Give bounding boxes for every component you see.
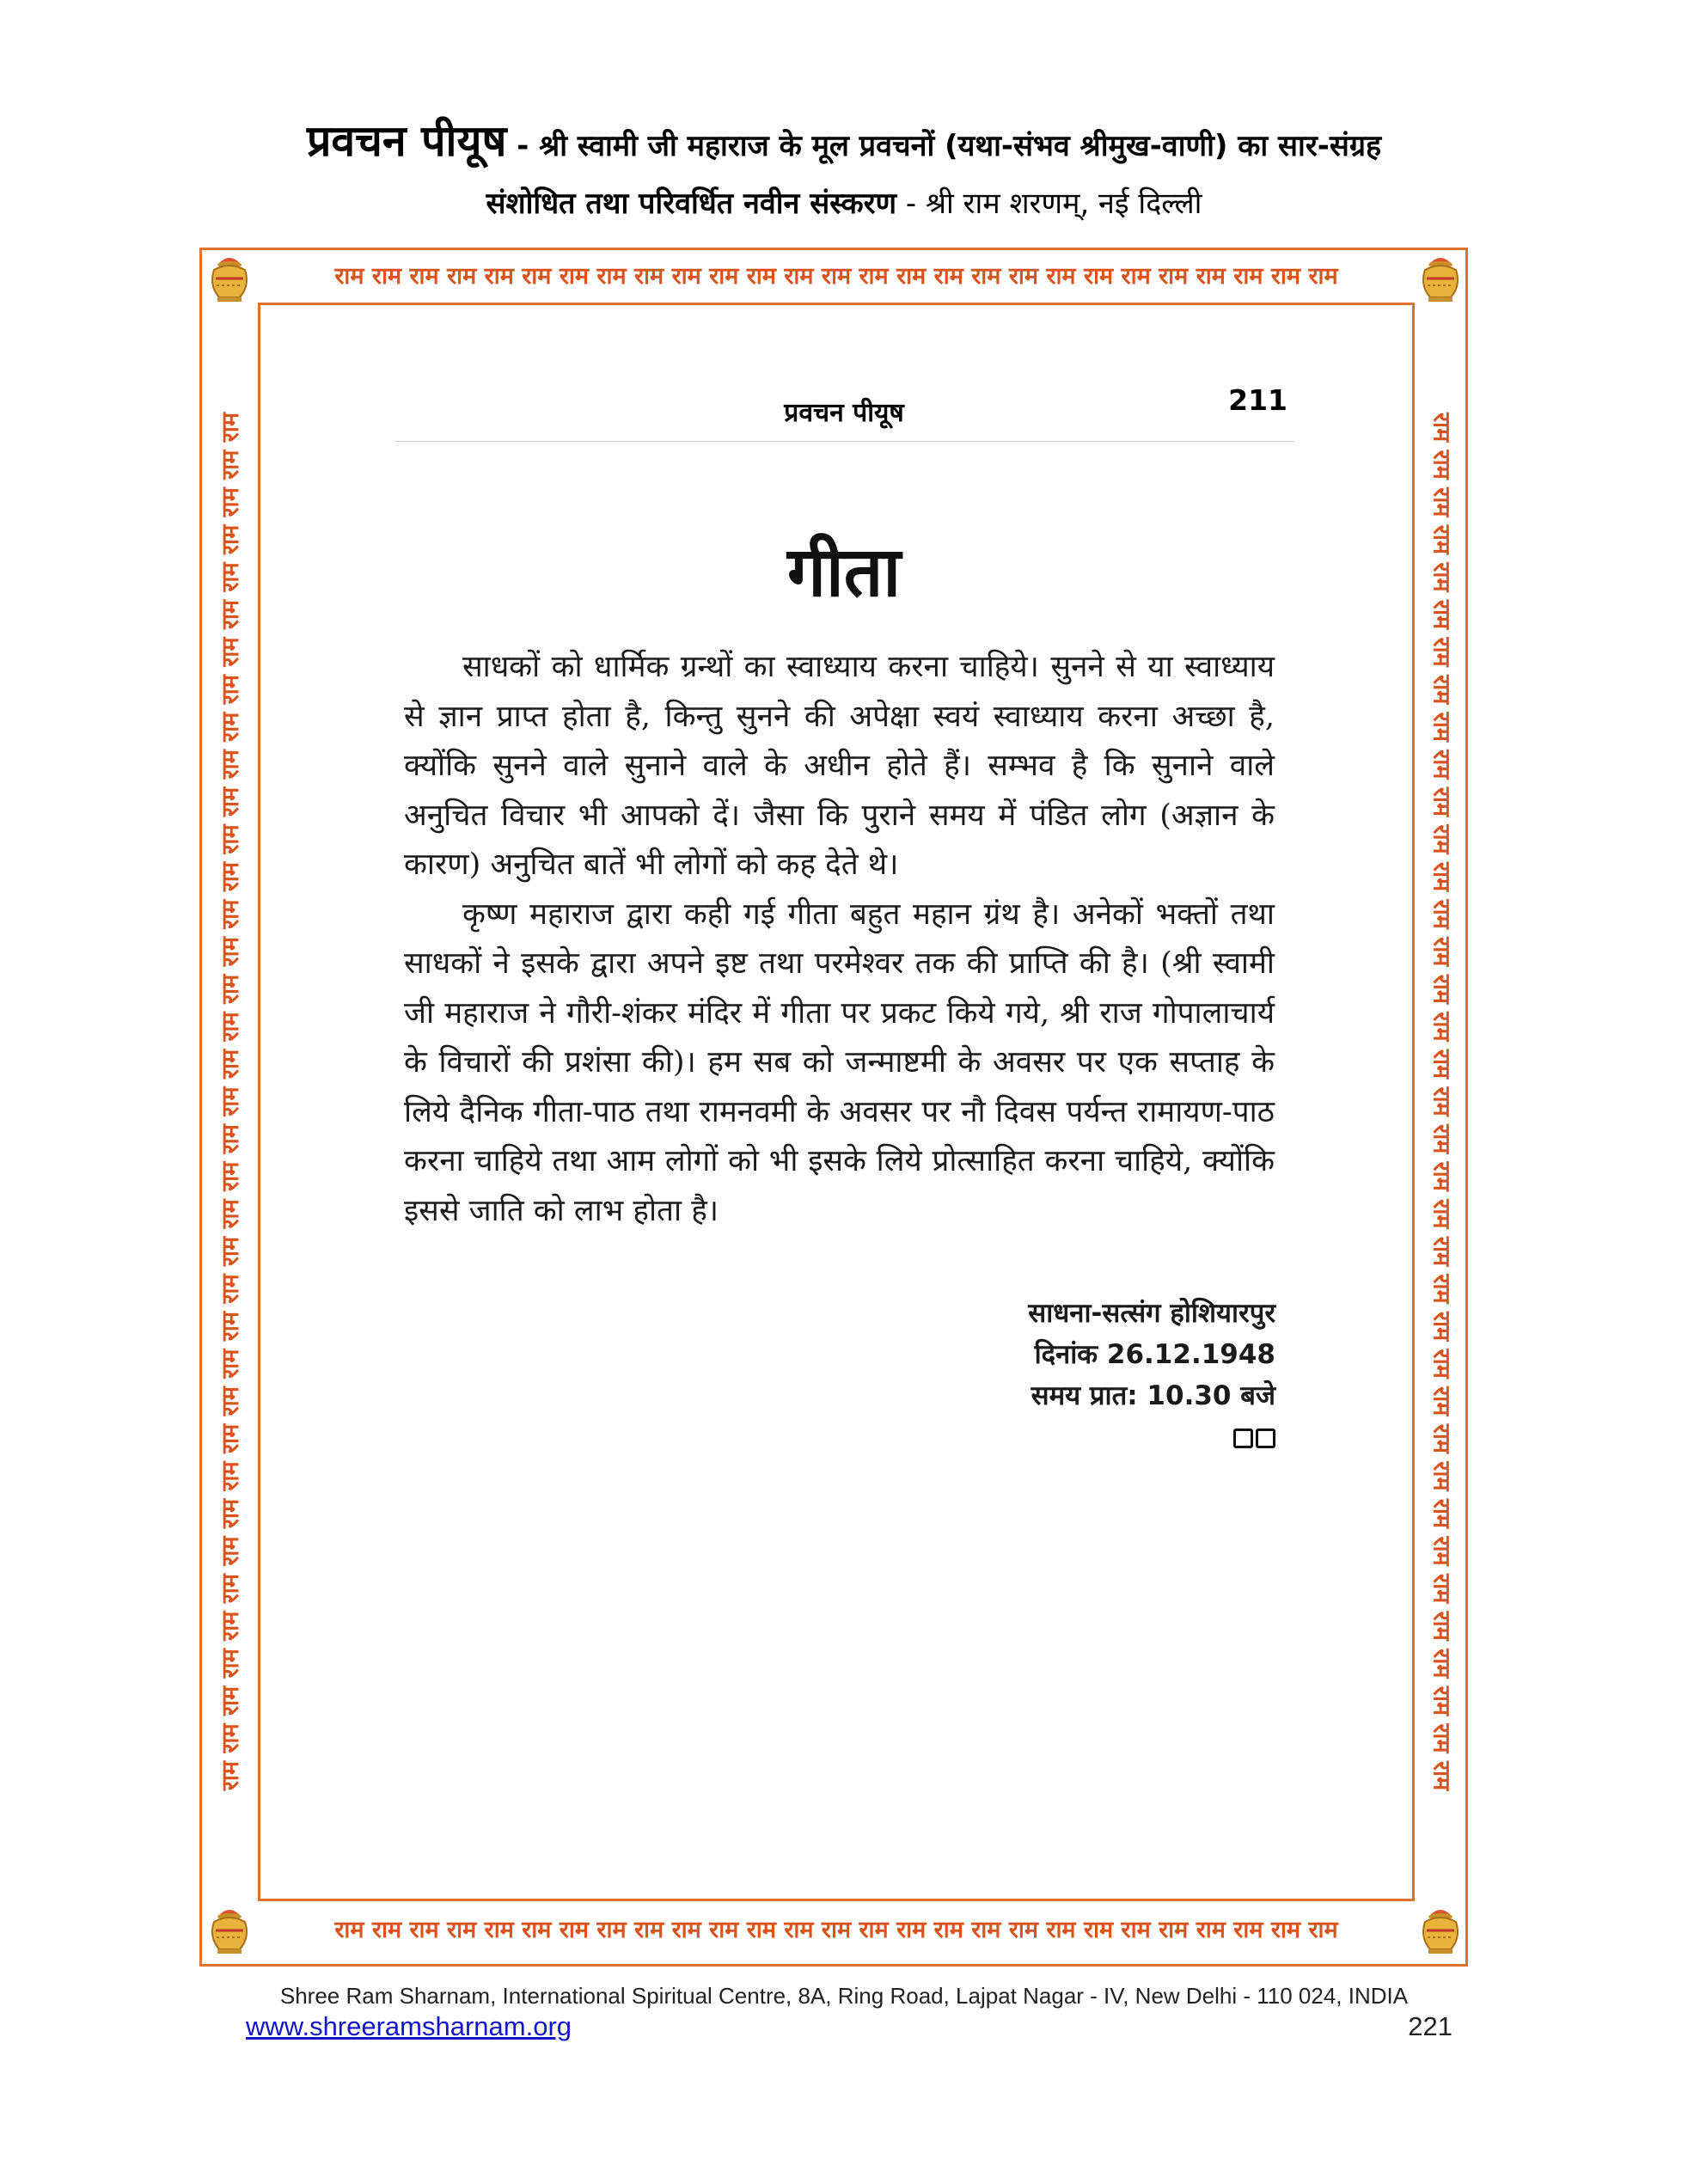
border-left-text: राम राम राम राम राम राम राम राम राम राम राम राम राम राम राम राम राम राम राम राम राम राम राम राम राम राम राम राम राम राम राम राम राम राम राम राम राम <box>217 413 244 1791</box>
border-bottom-ram: राम राम राम राम राम राम राम राम राम राम राम राम राम राम राम राम राम राम राम राम राम राम राम राम राम राम राम <box>334 1917 1338 1943</box>
body-text <box>404 643 1275 1236</box>
kalash-icon <box>1415 1903 1466 1956</box>
paragraph: कृष्ण महाराज द्वारा कही गई गीता बहुत महान ग्रंथ है। अनेकों भक्तों तथा साधकों ने इसके द्वारा अपने इष्ट तथा परमेश्वर तक की प्राप्ति की है। (श्री स्वामी जी महाराज ने गौरी-शंकर मंदिर में गीता पर प्रकट किये गये, श्री राज गोपालाचार्य के विचारों की प्रशंसा की)। हम सब को जन्माष्टमी के अवसर पर एक सप्ताह के लिये दैनिक गीता-पाठ तथा रामनवमी के अवसर पर नौ दिवस पर्यन्त रामायण-पाठ करना चाहिये तथा आम लोगों को भी इसके लिये प्रोत्साहित करना चाहिये, क्योंकि इससे जाति को लाभ होता है। <box>404 896 1275 1228</box>
kalash-icon <box>204 1903 255 1956</box>
signature-block <box>774 1293 1275 1458</box>
chapter-title: गीता <box>786 532 902 612</box>
header-subtitle: श्री स्वामी जी महाराज के मूल प्रवचनों (यथा-संभव श्रीमुख-वाणी) का सार-संग्रह <box>539 129 1382 163</box>
signature-time: समय प्रात: 10.30 बजे <box>1031 1380 1275 1411</box>
kalash-icon <box>204 251 255 304</box>
kalash-icon <box>1415 251 1466 304</box>
edition-bold: संशोधित तथा परिवर्धित नवीन संस्करण <box>486 187 897 221</box>
website-link[interactable]: www.shreeramsharnam.org <box>246 2011 572 2041</box>
header-separator: - <box>506 129 540 163</box>
document-header <box>0 110 1688 168</box>
running-title: प्रवचन पीयूष <box>784 398 904 428</box>
border-right-text: राम राम राम राम राम राम राम राम राम राम राम राम राम राम राम राम राम राम राम राम राम राम राम राम राम राम राम राम राम राम राम राम राम राम राम राम राम <box>1428 413 1455 1791</box>
end-mark-icon <box>1231 1416 1275 1458</box>
footer-address: Shree Ram Sharnam, International Spiritual Centre, 8A, Ring Road, Lajpat Nagar - IV, New Delhi - 110 024, INDIA <box>279 1983 1409 2009</box>
edition-rest: - श्री राम शरणम्, नई दिल्ली <box>896 187 1202 221</box>
signature-place: साधना-सत्संग होशियारपुर <box>1028 1298 1275 1329</box>
header-title: प्रवचन पीयूष <box>306 116 507 166</box>
paragraph: साधकों को धार्मिक ग्रन्थों का स्वाध्याय करना चाहिये। सुनने से या स्वाध्याय से ज्ञान प्राप्त होता है, किन्तु सुनने की अपेक्षा स्वयं स्वाध्याय करना अच्छा है, क्योंकि सुनने वाले सुनाने वाले के अधीन होते हैं। सम्भव है कि सुनाने वाले अनुचित विचार भी आपको दें। जैसा कि पुराने समय में पंडित लोग (अज्ञान के कारण) अनुचित बातें भी लोगों को कह देते थे। <box>404 650 1275 882</box>
edition-line <box>0 182 1688 222</box>
footer-page-number: 221 <box>1408 2011 1453 2041</box>
border-top-ram: राम राम राम राम राम राम राम राम राम राम राम राम राम राम राम राम राम राम राम राम राम राम राम राम राम राम राम <box>334 263 1338 290</box>
header-rule <box>395 441 1294 442</box>
book-page-number: 211 <box>1228 383 1287 417</box>
signature-date: दिनांक 26.12.1948 <box>1034 1339 1275 1370</box>
